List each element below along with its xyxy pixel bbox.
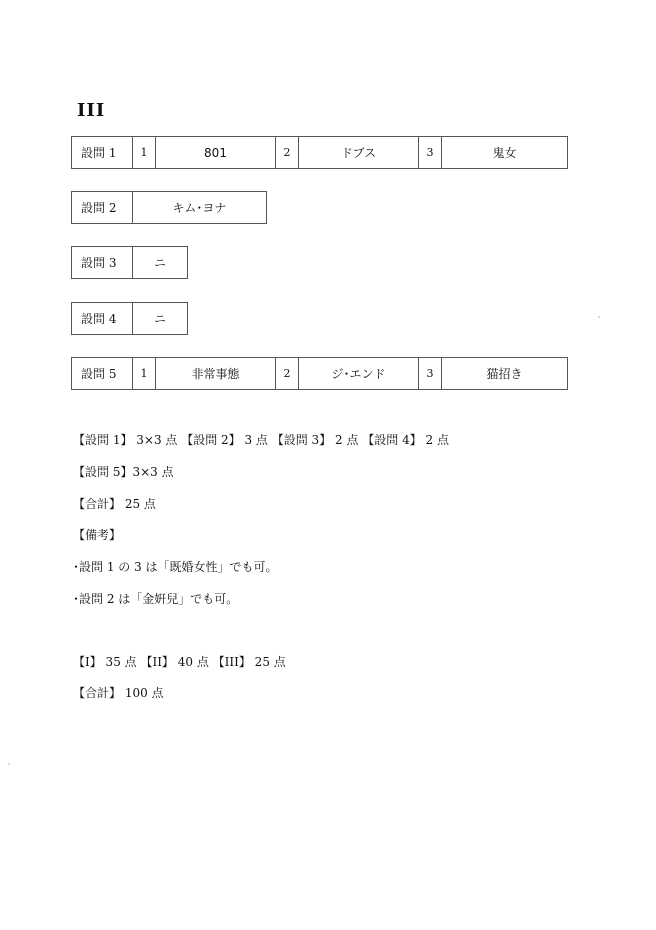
question-5-label: 設問 5 bbox=[72, 358, 133, 390]
scoring-total: 【合計】 25 点 bbox=[73, 497, 156, 511]
q5-item-1-answer: 非常事態 bbox=[156, 358, 276, 390]
scan-speck bbox=[8, 763, 10, 765]
remarks-title: 【備考】 bbox=[73, 528, 122, 542]
question-1-table bbox=[71, 136, 568, 169]
q1-item-3-answer: 鬼女 bbox=[442, 137, 568, 169]
scoring-line-2: 【設問 5】3×3 点 bbox=[73, 465, 174, 479]
section-title: III bbox=[77, 100, 106, 121]
q1-item-1-answer: 801 bbox=[156, 137, 276, 169]
overall-total: 【合計】 100 点 bbox=[73, 686, 164, 700]
question-2-label: 設問 2 bbox=[72, 192, 133, 224]
q1-item-1-number: 1 bbox=[133, 137, 156, 169]
question-3-answer: ニ bbox=[133, 247, 188, 279]
question-2-answer: キム･ヨナ bbox=[133, 192, 267, 224]
q1-item-2-number: 2 bbox=[276, 137, 299, 169]
scan-speck bbox=[598, 316, 600, 318]
q1-item-2-answer: ドブス bbox=[299, 137, 419, 169]
q5-item-3-answer: 猫招き bbox=[442, 358, 568, 390]
q5-item-1-number: 1 bbox=[133, 358, 156, 390]
q5-item-2-answer: ジ･エンド bbox=[299, 358, 419, 390]
q1-item-3-number: 3 bbox=[419, 137, 442, 169]
q5-item-2-number: 2 bbox=[276, 358, 299, 390]
remark-2: ･設問 2 は「金姸兒」でも可。 bbox=[73, 592, 239, 606]
remark-1: ･設問 1 の 3 は「既婚女性」でも可。 bbox=[73, 560, 278, 574]
question-2-table bbox=[71, 191, 267, 224]
question-4-table bbox=[71, 302, 188, 335]
overall-sections: 【I】 35 点 【II】 40 点 【III】 25 点 bbox=[73, 655, 286, 669]
question-1-label: 設問 1 bbox=[72, 137, 133, 169]
question-4-label: 設問 4 bbox=[72, 303, 133, 335]
q5-item-3-number: 3 bbox=[419, 358, 442, 390]
question-3-label: 設問 3 bbox=[72, 247, 133, 279]
question-3-table bbox=[71, 246, 188, 279]
scoring-line-1: 【設問 1】 3×3 点 【設問 2】 3 点 【設問 3】 2 点 【設問 4】 2 点 bbox=[73, 433, 449, 447]
question-4-answer: ニ bbox=[133, 303, 188, 335]
question-5-table bbox=[71, 357, 568, 390]
